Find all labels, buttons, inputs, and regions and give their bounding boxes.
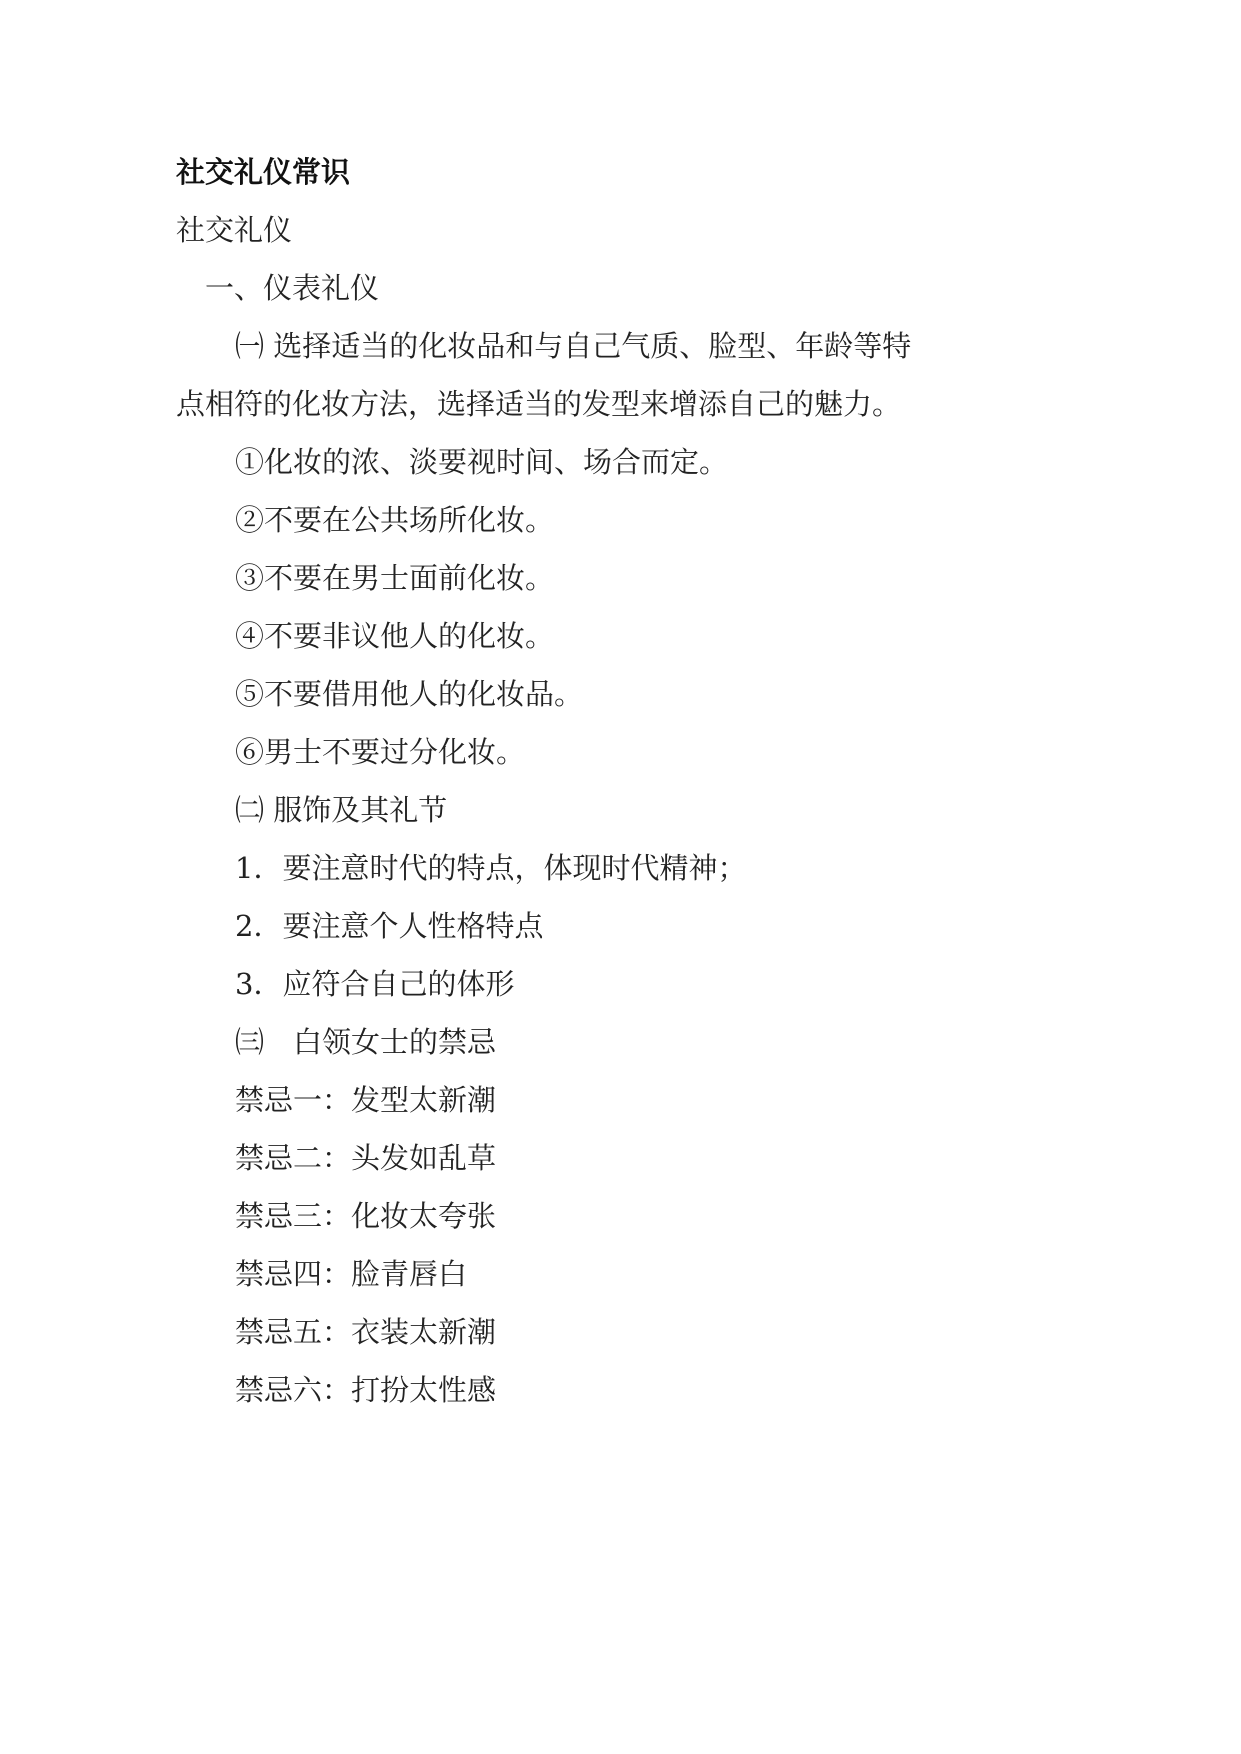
clothing-rules-list	[176, 839, 926, 1013]
document-body	[176, 143, 926, 1419]
list-item: ③不要在男士面前化妆。	[235, 561, 555, 595]
makeup-rules-list	[176, 433, 926, 781]
subsection-3-heading: ㈢ 白领女士的禁忌	[235, 1025, 497, 1059]
list-item: 2．要注意个人性格特点	[235, 909, 544, 943]
list-item: ⑤不要借用他人的化妆品。	[235, 677, 584, 711]
list-item: ②不要在公共场所化妆。	[235, 503, 555, 537]
list-item: 禁忌三：化妆太夸张	[235, 1199, 497, 1233]
list-item: 禁忌一：发型太新潮	[235, 1083, 497, 1117]
document-title: 社交礼仪常识	[176, 155, 351, 189]
list-item: 禁忌二：头发如乱草	[235, 1141, 497, 1175]
list-item: 禁忌四：脸青唇白	[235, 1257, 468, 1291]
taboos-list	[176, 1071, 926, 1419]
subsection-1-paragraph: ㈠ 选择适当的化妆品和与自己气质、脸型、年龄等特点相符的化妆方法，选择适当的发型来增添自己的魅力。	[176, 329, 912, 421]
list-item: ①化妆的浓、淡要视时间、场合而定。	[235, 445, 729, 479]
subsection-2-heading: ㈡ 服饰及其礼节	[235, 793, 448, 827]
section-heading: 社交礼仪	[176, 213, 293, 247]
list-item: 禁忌六：打扮太性感	[235, 1373, 497, 1407]
list-item: 3．应符合自己的体形	[235, 967, 515, 1001]
list-item: 禁忌五：衣装太新潮	[235, 1315, 497, 1349]
list-item: ⑥男士不要过分化妆。	[235, 735, 526, 769]
part-heading: 一、仪表礼仪	[205, 271, 380, 305]
list-item: ④不要非议他人的化妆。	[235, 619, 555, 653]
list-item: 1．要注意时代的特点，体现时代精神；	[235, 851, 747, 885]
